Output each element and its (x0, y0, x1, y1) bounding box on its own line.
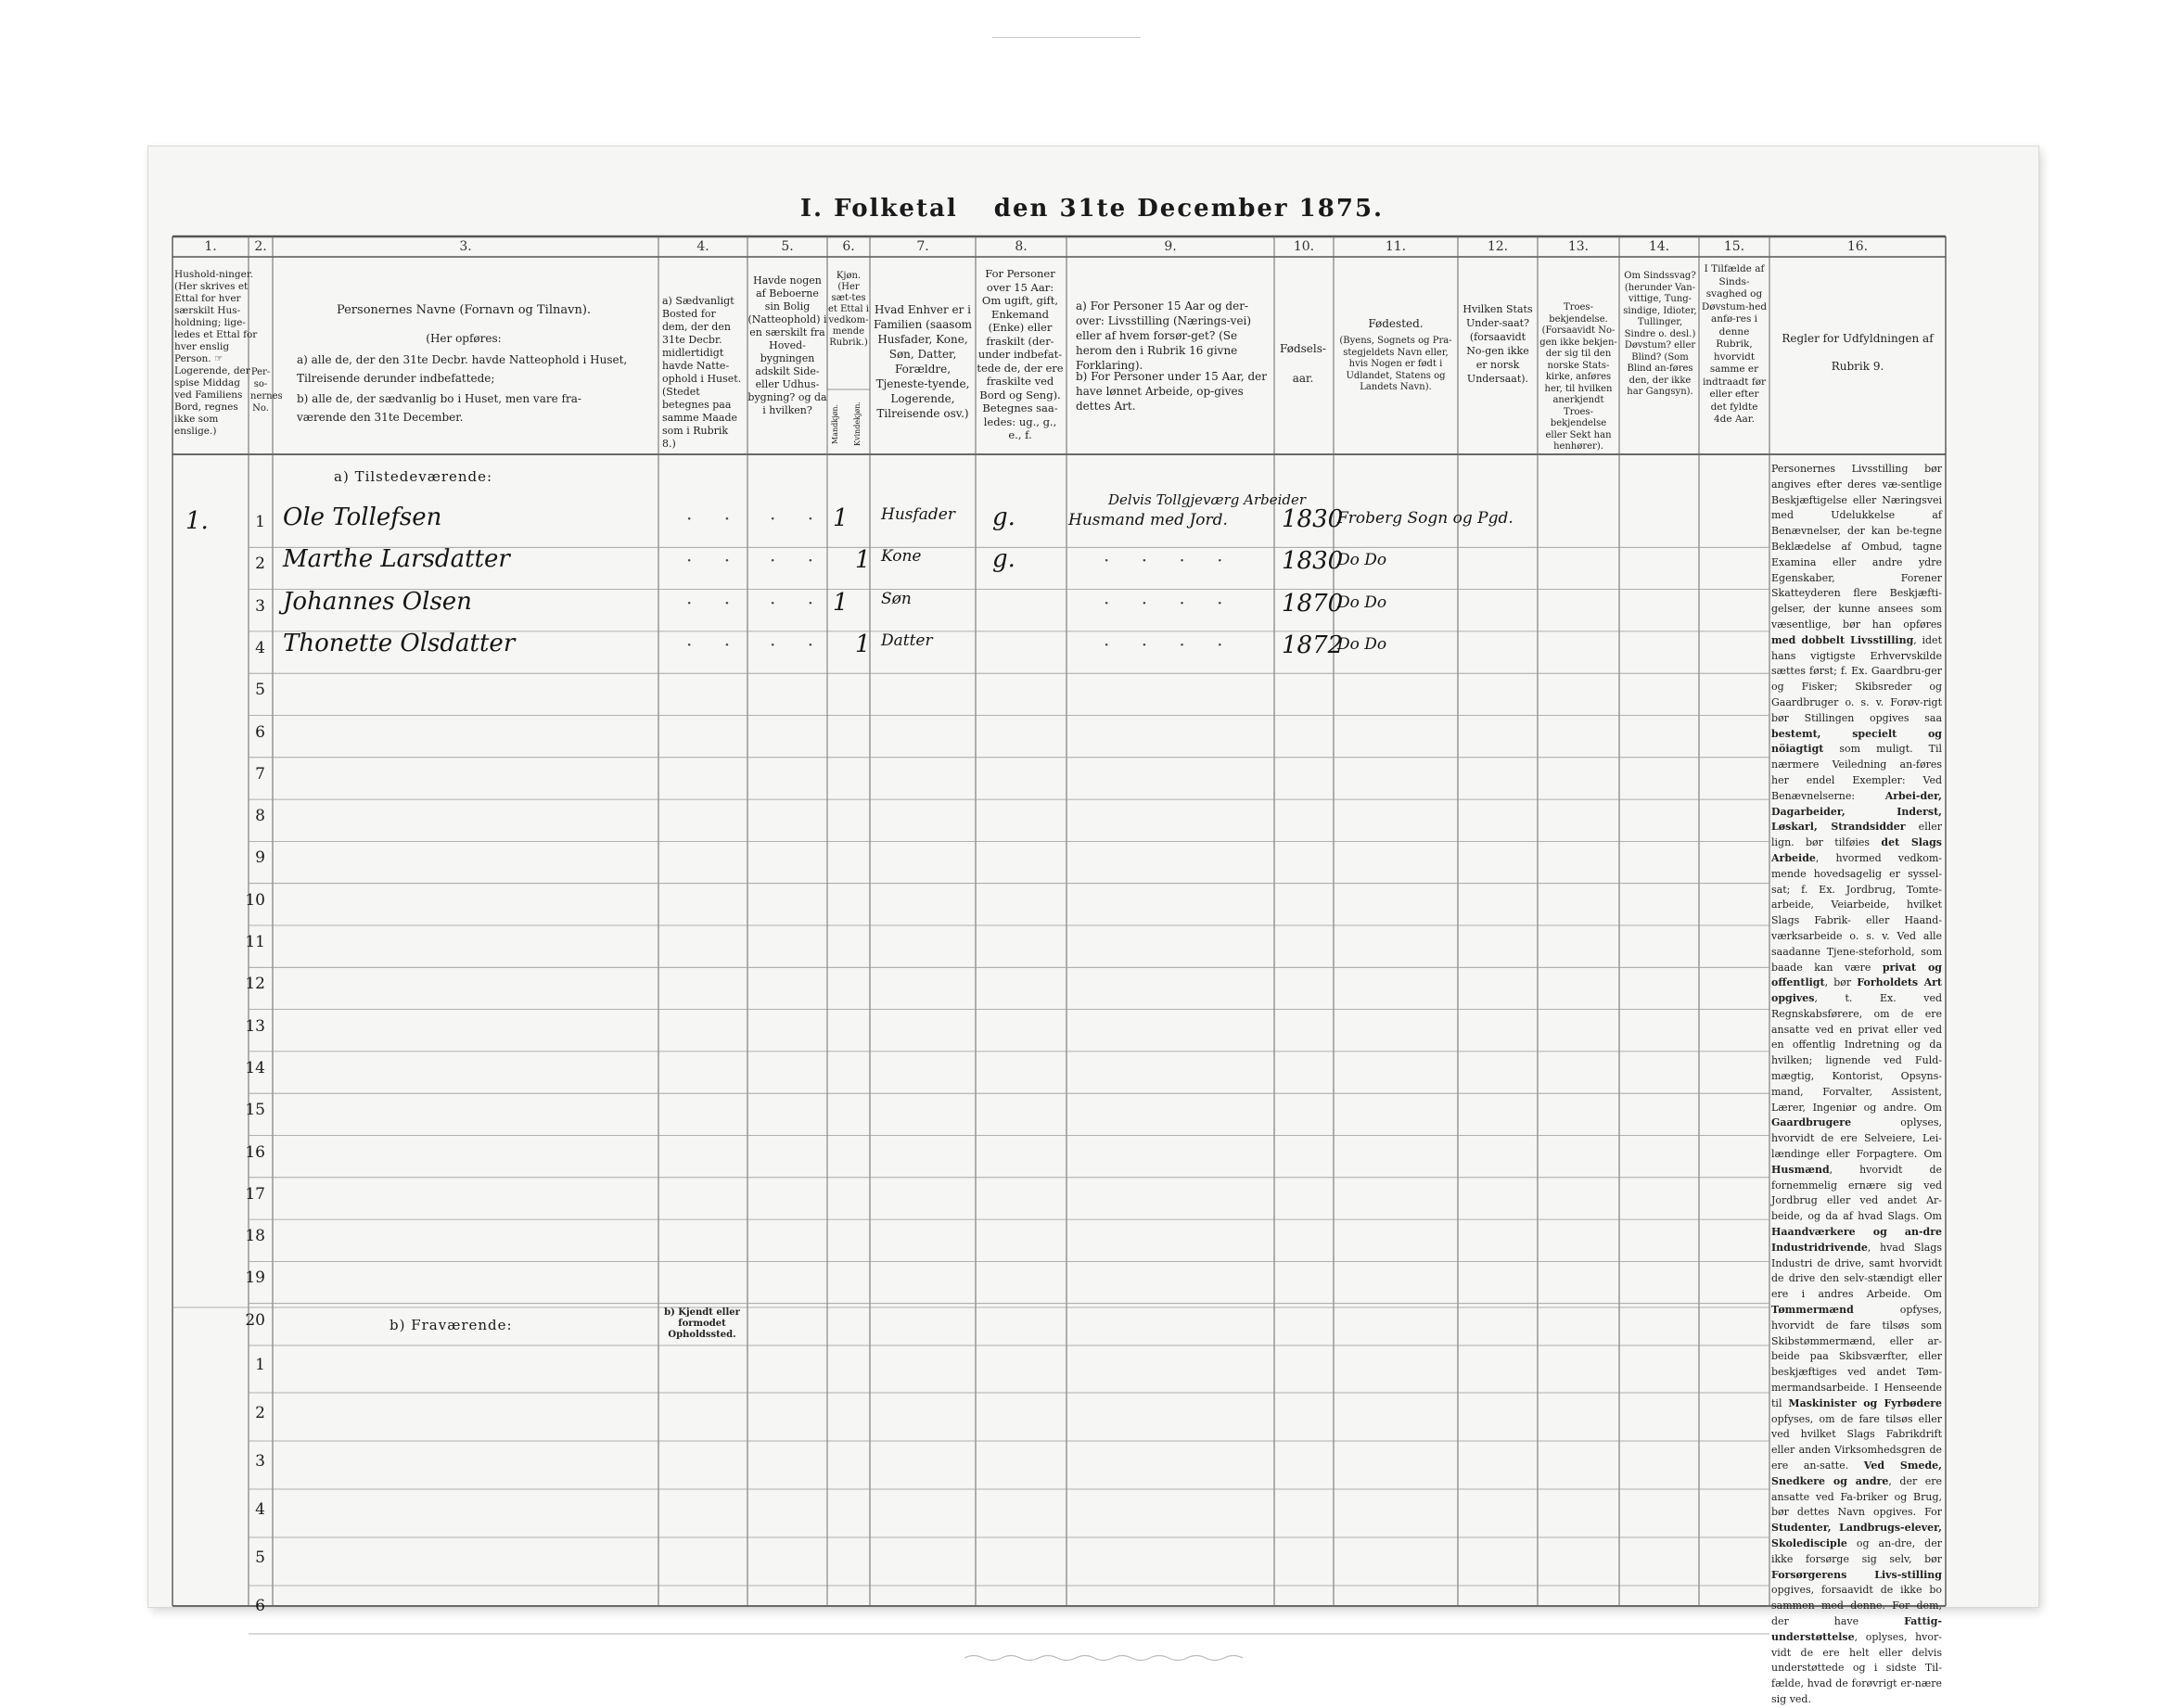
header-occupation-b: b) For Personer under 15 Aar, der have lønnet Arbeide, op-gives dettes Art. (1076, 370, 1268, 413)
rules-segment: , hvad Slags Industri de drive, samt hvorvidt de drive den selv-stændigt eller ere i andres Arbeide. Om (1771, 1241, 1942, 1301)
column-number: 1. (204, 239, 217, 254)
row-number: 17 (245, 1184, 265, 1204)
section-present-label: a) Tilstedeværende: (334, 468, 493, 485)
row-number: 8 (255, 807, 265, 826)
person-name: Marthe Larsdatter (283, 545, 510, 574)
absent-row-number: 5 (255, 1549, 265, 1567)
bottom-stamp-mark (964, 1652, 1243, 1662)
header-sex-male: Mandkjøn. (831, 403, 839, 445)
row-number: 2 (255, 554, 265, 574)
row-number: 19 (245, 1268, 265, 1288)
rules-segment: , hvorvidt de fornemmelig ernære sig ved Jordbrug eller ved andet Ar-beide, og da af hvad Slags. Om (1771, 1163, 1942, 1223)
sex-female-mark: 1 (855, 546, 871, 575)
form-title (0, 195, 2184, 223)
header-names-a: a) alle de, der den 31te Decbr. havde Natteophold i Huset, Tilreisende derunder indbefattede; (297, 353, 628, 385)
dot-leader: · · (770, 507, 827, 529)
sex-female-mark: 1 (855, 630, 871, 658)
birthplace: Do Do (1337, 551, 1387, 570)
section-absent-label: b) Fraværende: (390, 1317, 513, 1333)
column-number: 10. (1293, 239, 1315, 254)
header-birthplace-title: Fødested. (1368, 317, 1424, 330)
row-number: 18 (245, 1227, 265, 1246)
rules-emphasis: bestemt, specielt og nöiagtigt (1771, 727, 1942, 756)
dot-leader: · · (686, 632, 744, 656)
column-number: 9. (1164, 239, 1177, 254)
header-person-no: Per-so-nernes No. (250, 367, 283, 414)
person-name: Thonette Olsdatter (283, 629, 516, 657)
header-marital-status: For Personer over 15 Aar: Om ugift, gift, Enkemand (Enke) eller fraskilt (der-under indbefat-tede de, der ere fraskilte ved Bord og Seng). Betegnes saa-ledes: ug., g., e., f. (977, 267, 1064, 441)
rules-segment: , oplyses, hvor-vidt de ere helt eller delvis understøttede og i sidste Til-fælde, hvad de forøvrigt er-nære sig ved. (1771, 1630, 1942, 1705)
rules-emphasis: det Slags Arbeide (1771, 836, 1942, 864)
rules-segment: Til nærmere Veiledning an-føres her endel Exempler: Ved Benævnelserne: (1771, 743, 1942, 802)
header-religion: Troes-bekjendelse. (Forsaavidt No-gen ikke bekjen-der sig til den norske Stats-kirke, anføres her, til hvilken anerkjendt Troes-bekjendelse eller Sekt han henhører). (1539, 302, 1617, 452)
occupation: Husmand med Jord. (1068, 511, 1228, 529)
dot-leader: · · (770, 549, 827, 572)
occupation-note: Delvis Tollgjeværg Arbeider (1108, 491, 1307, 508)
rules-segment: , idet hans vigtigste Erhvervskilde sættes først; f. Ex. Gaardbru-ger og Fisker; Skibsreder og Gaardbruger o. s. v. Forøv-rigt bør Stillingen opgives saa (1771, 633, 1942, 724)
column-number: 2. (254, 239, 267, 254)
dot-leader: · · · · (1104, 591, 1236, 614)
household-marker: 1. (185, 507, 209, 535)
absent-row-number: 6 (255, 1597, 265, 1615)
header-side-building: Havde nogen af Beboerne sin Bolig (Natteophold) i en særskilt fra Hoved-bygningen adskilt Side- eller Udhus-bygning? og da i hvilken? (747, 274, 827, 416)
title-part1: I. Folketal (799, 195, 958, 223)
rules-text (1771, 462, 1942, 1708)
column-number: 3. (459, 239, 472, 254)
row-number: 11 (245, 933, 265, 951)
person-name: Johannes Olsen (283, 587, 472, 616)
rules-emphasis: med dobbelt Livsstilling (1771, 633, 1914, 646)
rules-emphasis: Studenter, Landbrugs-elever, Skoledisciple (1771, 1522, 1942, 1549)
rules-emphasis: Gaardbrugere (1771, 1116, 1852, 1129)
birthplace: Do Do (1337, 634, 1387, 654)
sex-male-mark: 1 (833, 588, 849, 617)
rules-segment: og an-dre, der ikke forsørge sig selv, bør (1771, 1536, 1942, 1565)
dot-leader: · · · · (1104, 549, 1236, 572)
header-sex-female: Kvindekjøn. (853, 402, 862, 447)
rules-segment: oplyses, hvorvidt de ere Selveiere, Lei-lændinge eller Forpagtere. Om (1771, 1116, 1942, 1161)
marital-status: g. (992, 545, 1015, 574)
dot-leader: · · (686, 549, 744, 572)
row-number: 9 (255, 848, 265, 868)
row-number: 16 (245, 1142, 265, 1162)
rules-segment: opfyses, hvorvidt de fare tilsøs som Skibstømmermænd, eller ar-beide paa Skibsværfter, eller beskjæftiges ved andet Tøm-mermandsarbeide. I Henseende til (1771, 1304, 1942, 1409)
row-number: 1 (255, 513, 265, 531)
birth-year: 1830 (1282, 547, 1344, 576)
title-part2: den 31te December 1875. (993, 195, 1385, 223)
absent-location-header: b) Kjendt eller formodet Opholdssted. (664, 1307, 740, 1340)
dot-leader: · · (686, 507, 744, 529)
rules-segment: opgives, forsaavidt de ikke bo sammen med denne. For dem, der have (1771, 1584, 1942, 1627)
header-names-b: b) alle de, der sædvanlig bo i Huset, men vare fra-værende den 31te December. (297, 392, 581, 424)
pencil-mark (992, 37, 1141, 38)
column-number: 4. (696, 239, 709, 254)
rules-emphasis: Haandværkere og an-dre Industridrivende (1771, 1226, 1942, 1254)
header-rules: Regler for Udfyldningen af Rubrik 9. (1782, 332, 1934, 373)
row-number: 7 (255, 764, 265, 784)
column-number: 13. (1567, 239, 1590, 254)
rules-segment: opfyses, om de fare tilsøs eller ved hvilket Slags Fabrikdrift eller anden Virksomhedsgren de ere an-satte. (1771, 1412, 1942, 1472)
rules-segment: eller lign. bør tilføies (1771, 821, 1942, 849)
column-number: 8. (1015, 239, 1028, 254)
header-sex: Kjøn. (Her sæt-tes et Ettal i vedkom-mende Rubrik.) (828, 271, 869, 348)
column-number: 7. (916, 239, 929, 254)
rules-segment: , hvormed vedkom-mende hovedsagelig er syssel-sat; f. Ex. Jordbrug, Tomte-arbeide, Veiarbeide, hvilket Slags Fabrik- eller Haand-værksarbeide o. s. v. Ved alle saadanne Tjene-steforhold, som baade kan være (1771, 851, 1942, 974)
header-usual-residence: a) Sædvanligt Bosted for dem, der den 31te Decbr. midlertidigt havde Natte-ophold i Huset. (Stedet betegnes paa samme Maade som i Rubrik 8.) (662, 295, 742, 450)
rules-emphasis: Arbei-der, Dagarbeider, Inderst, Løskarl, Strandsidder (1771, 789, 1942, 834)
header-households: Hushold-ninger. (Her skrives et Ettal for hver særskilt Hus-holdning; lige-ledes et Ettal for hver enslig Person. ☞ Logerende, der spise Middag ved Familiens Bord, regnes ikke som enslige.) (174, 269, 258, 437)
rules-segment: som muligt. (1823, 743, 1913, 756)
marital-status: g. (992, 503, 1015, 531)
rules-segment: , bør (1824, 976, 1858, 989)
column-number: 12. (1487, 239, 1509, 254)
rules-emphasis: Fattig-understøttelse (1771, 1614, 1942, 1643)
dot-leader: · · (770, 632, 827, 656)
header-disability: Om Sindssvag? (herunder Van-vittige, Tung-sindige, Idioter, Tullinger, Sindre o. desl.) Døvstum? eller Blind? (Som Blind an-føres den, der ikke har Gangsyn). (1623, 271, 1697, 397)
row-number: 3 (255, 596, 265, 616)
column-number: 15. (1723, 239, 1745, 254)
column-number: 5. (781, 239, 794, 254)
rules-emphasis: Ved Smede, Snedkere og andre (1771, 1459, 1942, 1487)
dot-leader: · · · · (1104, 632, 1236, 656)
header-birth-year: Fødsels-aar. (1280, 342, 1326, 385)
header-birthplace: (Byens, Sognets og Pra-stegjeldets Navn eller, hvis Nogen er født i Udlandet, Statens og Landets Navn). (1339, 336, 1452, 392)
birthplace: Do Do (1337, 593, 1387, 612)
rules-emphasis: Husmænd (1771, 1163, 1830, 1176)
dot-leader: · · (686, 591, 744, 614)
absent-row-number: 3 (255, 1452, 265, 1471)
rules-emphasis: Forholdets Art opgives (1771, 976, 1943, 1005)
rules-emphasis: Tømmermænd (1771, 1304, 1854, 1317)
header-names-title: Personernes Navne (Fornavn og Tilnavn). (336, 303, 592, 317)
row-number: 12 (245, 975, 265, 994)
row-number: 5 (255, 681, 265, 700)
rules-segment: , der ere ansatte ved Fa-briker og Brug, bør dettes Navn opgives. For (1771, 1474, 1943, 1519)
birth-year: 1872 (1282, 631, 1344, 659)
rules-segment: , t. Ex. ved Regnskabsførere, om de ere ansatte ved en privat eller ved en offentlig Indretning og da hvilken; lignende ved Fuld-mægtig, Kontorist, Opsyns-mand, Forvalter, Assistent, Lærer, Ingeniør og andre. Om (1771, 992, 1942, 1114)
row-number: 6 (255, 722, 265, 742)
row-number: 10 (245, 890, 265, 910)
rules-emphasis: privat og offentligt (1771, 961, 1942, 989)
rules-emphasis: Forsørgerens Livs-stilling (1771, 1568, 1942, 1581)
header-names-sub: (Her opføres: (426, 332, 502, 345)
rules-emphasis: Maskinister og Fyrbødere (1788, 1396, 1942, 1409)
sex-male-mark: 1 (833, 504, 849, 532)
row-number: 20 (245, 1310, 265, 1330)
family-role: Kone (881, 547, 922, 567)
header-disability-onset: I Tilfælde af Sinds-svaghed og Døvstum-hed anfø-res i denne Rubrik, hvorvidt samme er indtraadt før eller efter det fyldte 4de Aar. (1701, 263, 1768, 425)
header-nationality: Hvilken Stats Under-saat? (forsaavidt No-gen ikke er norsk Undersaat). (1462, 303, 1533, 385)
header-family-role: Hvad Enhver er i Familien (saasom Husfader, Kone, Søn, Datter, Forældre, Tjeneste-tyende, Logerende, Tilreisende osv.) (873, 303, 973, 420)
row-number: 4 (255, 638, 265, 657)
column-number: 16. (1846, 239, 1869, 254)
header-occupation-a: a) For Personer 15 Aar og der-over: Livsstilling (Nærings-vei) eller af hvem forsør-get? (Se herom den i Rubrik 16 givne Forklaring). (1076, 300, 1252, 372)
absent-row-number: 1 (255, 1356, 265, 1374)
rules-segment: Personernes Livsstilling bør angives efter deres væ-sentlige Beskjæftigelse eller Næringsvei med Udelukkelse af Benævnelser, der kan be-tegne Beklædelse af Ombud, tagne Examina eller andre ydre Egenskaber, Forener Skatteyderen flere Beskjæfti-gelser, der kunne ansees som væsentlige, bør han opføres (1771, 463, 1942, 631)
row-number: 15 (245, 1101, 265, 1120)
family-role: Datter (881, 631, 933, 650)
person-name: Ole Tollefsen (283, 503, 442, 531)
column-number: 6. (842, 239, 855, 254)
row-number: 14 (245, 1058, 265, 1077)
family-role: Søn (881, 589, 912, 608)
dot-leader: · · (770, 591, 827, 614)
row-number: 13 (245, 1016, 265, 1036)
column-number: 14. (1648, 239, 1670, 254)
family-role: Husfader (881, 505, 955, 524)
absent-row-number: 2 (255, 1404, 265, 1422)
column-number: 11. (1385, 239, 1407, 254)
birth-year: 1870 (1282, 589, 1344, 618)
absent-row-number: 4 (255, 1500, 265, 1519)
birth-year: 1830 (1282, 505, 1344, 533)
birthplace: Froberg Sogn og Pgd. (1337, 509, 1513, 528)
